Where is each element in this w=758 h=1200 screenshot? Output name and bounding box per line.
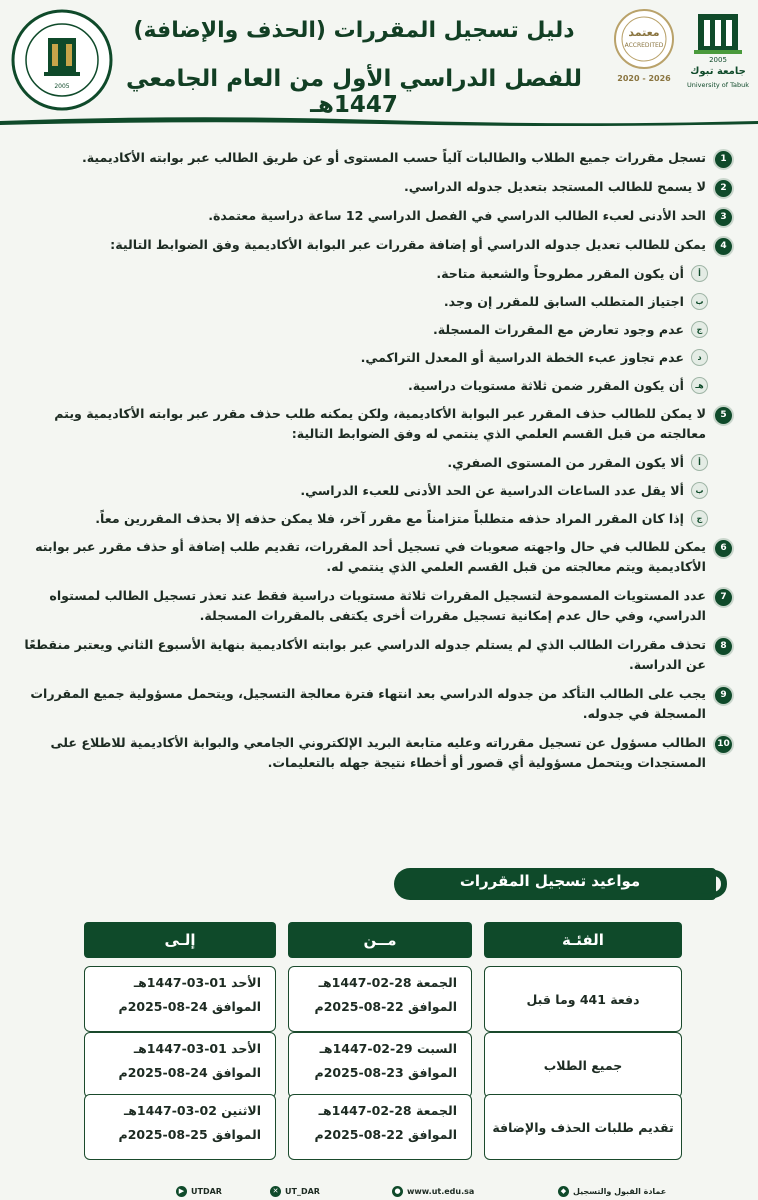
sub-letter-badge: ب <box>691 293 708 310</box>
rule-sub-item <box>16 264 728 284</box>
rule-number-badge: 4 <box>713 236 734 257</box>
globe-icon: ● <box>392 1186 403 1197</box>
schedule-from-hijri: الجمعة 28-02-1447هـ <box>318 975 457 990</box>
sub-letter-badge: أ <box>691 454 708 471</box>
schedule-to-gregorian: الموافق 24-08-2025م <box>118 999 261 1014</box>
rule-number-badge: 7 <box>713 587 734 608</box>
rule-item <box>16 537 728 577</box>
deanship-logo <box>10 8 115 113</box>
x-icon: ✕ <box>270 1186 281 1197</box>
schedule-to-hijri: الأحد 01-03-1447هـ <box>133 975 261 990</box>
rule-item <box>16 404 728 444</box>
sub-letter-badge: أ <box>691 265 708 282</box>
sub-letter-badge: هـ <box>691 377 708 394</box>
rule-sub-item <box>16 509 728 529</box>
schedule-from-gregorian: الموافق 23-08-2025م <box>314 1065 457 1080</box>
schedule-from-cell <box>288 1032 472 1098</box>
schedule-title: مواعيد تسجيل المقررات <box>459 872 641 890</box>
schedule-to-hijri: الأحد 01-03-1447هـ <box>133 1041 261 1056</box>
rule-item <box>16 206 728 226</box>
footer-website[interactable]: ● www.ut.edu.sa <box>392 1186 474 1197</box>
header-to: إلـى <box>84 922 276 958</box>
deanship-mini-logo-icon: ◆ <box>558 1186 569 1197</box>
university-logo <box>684 10 752 94</box>
accredited-en: ACCREDITED <box>624 42 664 49</box>
footer-x[interactable]: ✕ UT_DAR <box>270 1186 320 1197</box>
sub-text: عدم تجاوز عبء الخطة الدراسية أو المعدل التراكمي. <box>360 350 684 365</box>
rule-sub-item <box>16 320 728 340</box>
rule-sub-item <box>16 481 728 501</box>
sub-letter-badge: ج <box>691 321 708 338</box>
accredited-years: 2020 - 2026 <box>617 74 671 83</box>
university-year: 2005 <box>709 56 727 64</box>
sub-letter-badge: ج <box>691 510 708 527</box>
header-brush-divider <box>0 112 758 130</box>
rule-text: يمكن للطالب في حال واجهته صعوبات في تسجيل أحد المقررات، تقديم طلب إضافة أو حذف مقرر عبر بوابته الأكاديمية ويتم معالجته من قبل القسم العلمي الذي ينتمي له. <box>35 539 706 574</box>
footer-deanship: ◆ عمادة القبول والتسجيل <box>558 1186 666 1197</box>
deanship-logo-year: 2005 <box>54 83 70 90</box>
schedule-to-hijri: الاثنين 02-03-1447هـ <box>123 1103 261 1118</box>
rule-number-badge: 8 <box>713 636 734 657</box>
rule-sub-item <box>16 292 728 312</box>
rule-item <box>16 148 728 168</box>
sub-text: اجتياز المتطلب السابق للمقرر إن وجد. <box>443 294 684 309</box>
schedule-from-cell <box>288 1094 472 1160</box>
schedule-from-hijri: الجمعة 28-02-1447هـ <box>318 1103 457 1118</box>
rule-text: تحذف مقررات الطالب الذي لم يستلم جدوله الدراسي عبر بوابته الأكاديمية بنهاية الأسبوع الثاني ويعتبر منقطعًا عن الدراسة. <box>24 637 706 672</box>
schedule-category-cell: دفعة 441 وما قبل <box>484 966 682 1032</box>
swoosh-icon <box>690 864 730 904</box>
schedule-to-gregorian: الموافق 24-08-2025م <box>118 1065 261 1080</box>
rule-text: تسجل مقررات جميع الطلاب والطالبات آلياً حسب المستوى أو عن طريق الطالب عبر بوابته الأكاديمية. <box>81 150 706 165</box>
rule-number-badge: 3 <box>713 207 734 228</box>
rule-text: الحد الأدنى لعبء الطالب الدراسي في الفصل الدراسي 12 ساعة دراسية معتمدة. <box>208 208 706 223</box>
rule-text: الطالب مسؤول عن تسجيل مقرراته وعليه متابعة البريد الإلكتروني الجامعي والبوابة الأكاديمية للاطلاع على المستجدات ويتحمل مسؤولية أي قصور أو أخطاء نتيجة جهله بالتعليمات. <box>50 735 706 770</box>
schedule-from-hijri: السبت 29-02-1447هـ <box>319 1041 457 1056</box>
sub-letter-badge: د <box>691 349 708 366</box>
sub-text: ألا يقل عدد الساعات الدراسية عن الحد الأدنى للعبء الدراسي. <box>300 483 684 498</box>
rule-text: لا يسمح للطالب المستجد بتعديل جدوله الدراسي. <box>403 179 706 194</box>
rule-number-badge: 2 <box>713 178 734 199</box>
rule-item <box>16 235 728 255</box>
rule-item <box>16 635 728 675</box>
rules-list <box>16 148 728 782</box>
sub-text: إذا كان المقرر المراد حذفه متطلباً متزامناً مع مقرر آخر، فلا يمكن حذفه إلا بحذف المقررين معاً. <box>95 511 684 526</box>
schedule-from-cell <box>288 966 472 1032</box>
schedule-from-gregorian: الموافق 22-08-2025م <box>314 999 457 1014</box>
sub-letter-badge: ب <box>691 482 708 499</box>
sub-text: عدم وجود تعارض مع المقررات المسجلة. <box>432 322 684 337</box>
sub-text: أن يكون المقرر مطروحاً والشعبة متاحة. <box>436 266 684 281</box>
schedule-from-gregorian: الموافق 22-08-2025م <box>314 1127 457 1142</box>
schedule-to-cell <box>84 1094 276 1160</box>
schedule-to-cell <box>84 966 276 1032</box>
accredited-seal <box>612 8 676 88</box>
rule-number-badge: 9 <box>713 685 734 706</box>
accredited-ar: معتمد <box>628 26 660 39</box>
rule-sub-item <box>16 453 728 473</box>
header-category: الفئـة <box>484 922 682 958</box>
rule-sub-item <box>16 376 728 396</box>
schedule-category-cell: جميع الطلاب <box>484 1032 682 1098</box>
rule-sub-item <box>16 348 728 368</box>
university-name-en: University of Tabuk <box>686 81 750 89</box>
rule-number-badge: 1 <box>713 149 734 170</box>
rule-item <box>16 684 728 724</box>
header-from: مــن <box>288 922 472 958</box>
rule-number-badge: 5 <box>713 405 734 426</box>
rule-text: يجب على الطالب التأكد من جدوله الدراسي بعد انتهاء فترة معالجة التسجيل، ويتحمل مسؤولية جميع المقررات المسجلة في جدوله. <box>30 686 706 721</box>
rule-item <box>16 733 728 773</box>
rule-item <box>16 586 728 626</box>
rule-text: عدد المستويات المسموحة لتسجيل المقررات ثلاثة مستويات دراسية فقط عند تعذر تسجيل الطالب لمستواه الدراسي، وفي حال عدم إمكانية تسجيل مقررات أخرى يكتفى بالمقررات المسجلة. <box>49 588 706 623</box>
page-title: دليل تسجيل المقررات (الحذف والإضافة) <box>133 18 575 43</box>
footer <box>0 1184 758 1200</box>
page-subtitle: للفصل الدراسي الأول من العام الجامعي 1447هـ <box>125 66 583 118</box>
footer-youtube[interactable]: ▶ UTDAR <box>176 1186 222 1197</box>
sub-text: أن يكون المقرر ضمن ثلاثة مستويات دراسية. <box>407 378 684 393</box>
university-name-ar: جامعة تبوك <box>690 66 746 77</box>
schedule-category-cell: تقديم طلبات الحذف والإضافة <box>484 1094 682 1160</box>
rule-text: لا يمكن للطالب حذف المقرر عبر البوابة الأكاديمية، ولكن يمكنه طلب حذف مقرر عبر بوابته الأكاديمية ويتم معالجته من قبل القسم العلمي الذي ينتمي له وفق الضوابط التالية: <box>54 406 706 441</box>
youtube-icon: ▶ <box>176 1186 187 1197</box>
schedule-to-gregorian: الموافق 25-08-2025م <box>118 1127 261 1142</box>
rule-number-badge: 10 <box>713 734 734 755</box>
rule-number-badge: 6 <box>713 538 734 559</box>
rule-item <box>16 177 728 197</box>
sub-text: ألا يكون المقرر من المستوى الصفري. <box>447 455 684 470</box>
rule-text: يمكن للطالب تعديل جدوله الدراسي أو إضافة مقررات عبر البوابة الأكاديمية وفق الضوابط التالية: <box>110 237 706 252</box>
schedule-to-cell <box>84 1032 276 1098</box>
